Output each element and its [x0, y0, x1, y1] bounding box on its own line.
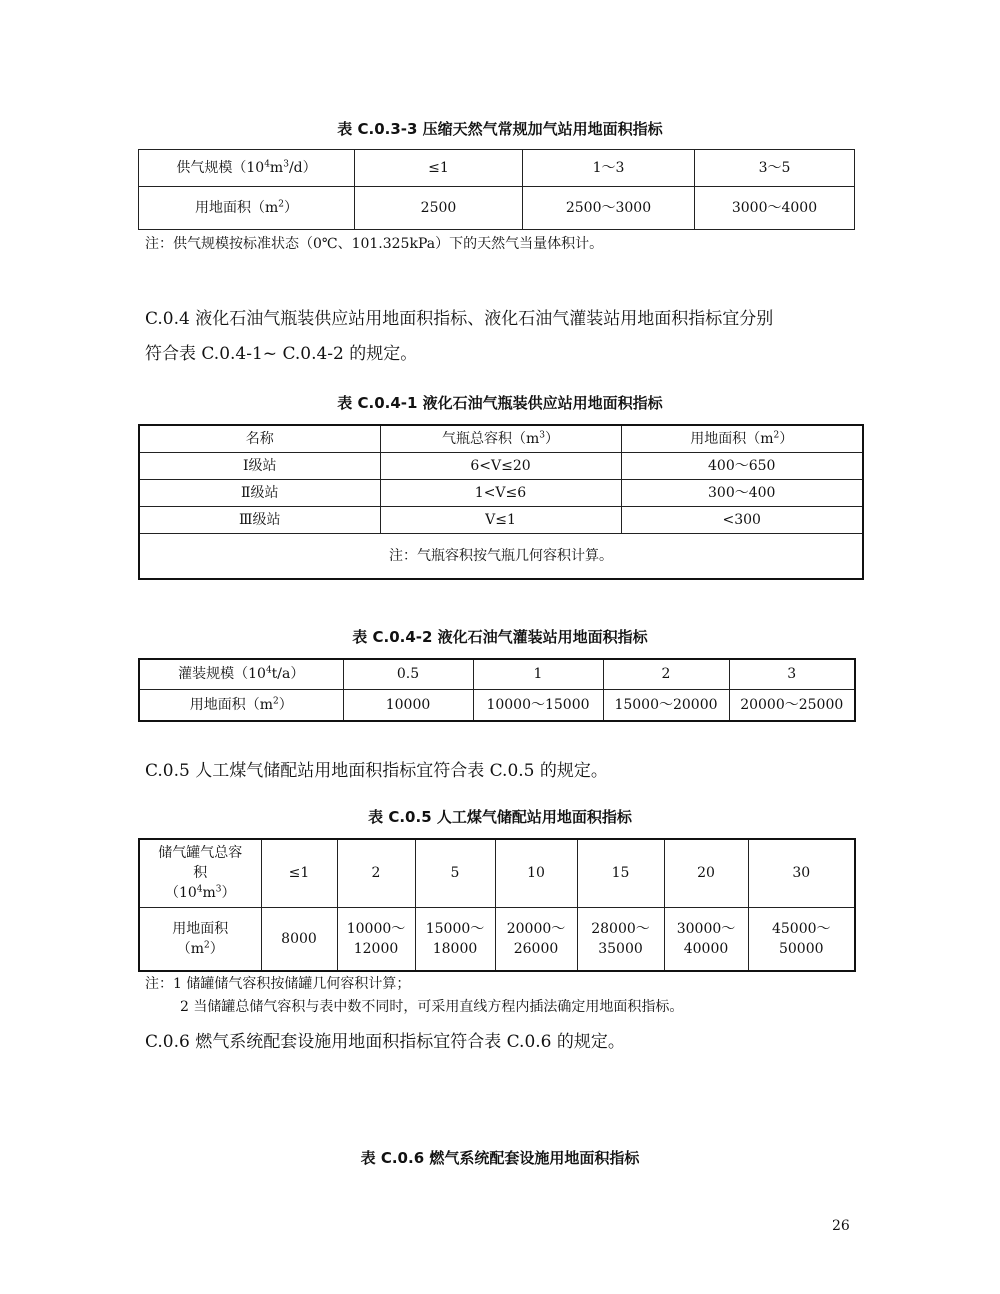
table-cell: 6<V≤20	[380, 452, 621, 479]
table-cell: 28000～ 35000	[577, 907, 664, 971]
supply-scale-header: 供气规模$(10^4m^3/d)$	[139, 150, 355, 187]
table-cell: 10000～ 12000	[337, 907, 415, 971]
table-cell: Ⅰ级站	[139, 452, 380, 479]
table-header-volume: 气瓶总容积$(m^3)$	[380, 425, 621, 452]
table-cell: 20000～ 26000	[495, 907, 577, 971]
table-cell: 1～3	[523, 150, 695, 187]
table-c033-caption: 表 C.0.3-3 压缩天然气常规加气站用地面积指标	[337, 120, 663, 138]
table-c05-note-2: 2 当储罐总储气容积与表中数不同时，可采用直线方程内插法确定用地面积指标。	[180, 999, 684, 1015]
table-cell: ≤1	[261, 839, 337, 907]
table-cell: Ⅱ级站	[139, 479, 380, 506]
table-cell: 10000～15000	[473, 689, 603, 721]
table-cell: 1	[473, 659, 603, 689]
table-c05-caption: 表 C.0.5 人工煤气储配站用地面积指标	[368, 808, 632, 826]
table-cell: V≤1	[380, 506, 621, 533]
table-cell: 300～400	[621, 479, 863, 506]
table-header-area: 用地面积$(m^2)$	[621, 425, 863, 452]
paragraph-c06: C.0.6 燃气系统配套设施用地面积指标宜符合表 C.0.6 的规定。	[145, 1032, 625, 1052]
land-area-header: 用地面积$(m^2)$	[139, 187, 355, 230]
table-cell: 2	[603, 659, 729, 689]
table-cell: 8000	[261, 907, 337, 971]
table-cell: 3000～4000	[695, 187, 855, 230]
land-area-header: 用地面积 $(m^2)$	[139, 907, 261, 971]
table-row	[139, 452, 863, 479]
table-c041-caption: 表 C.0.4-1 液化石油气瓶装供应站用地面积指标	[337, 394, 663, 412]
table-header-name: 名称	[139, 425, 380, 452]
fill-scale-header: 灌装规模$(10^4t/a)$	[139, 659, 343, 689]
table-c033	[138, 149, 855, 230]
table-cell: 20000～25000	[729, 689, 855, 721]
table-cell: 2500	[355, 187, 523, 230]
table-cell: 30000～ 40000	[664, 907, 748, 971]
table-cell: 30	[748, 839, 855, 907]
table-cell: 2500～3000	[523, 187, 695, 230]
table-c042	[138, 658, 856, 722]
table-c041	[138, 424, 864, 580]
table-cell: 15000～ 18000	[415, 907, 495, 971]
table-cell: 10000	[343, 689, 473, 721]
paragraph-c04-line1: C.0.4 液化石油气瓶装供应站用地面积指标、液化石油气灌装站用地面积指标宜分别	[145, 309, 774, 329]
table-c041-note: 注：气瓶容积按气瓶几何容积计算。	[139, 533, 863, 579]
paragraph-c05: C.0.5 人工煤气储配站用地面积指标宜符合表 C.0.5 的规定。	[145, 761, 608, 781]
table-row	[139, 506, 863, 533]
table-cell: 20	[664, 839, 748, 907]
storage-volume-header: 储气罐气总容 积 $(10^4m^3)$	[139, 839, 261, 907]
table-cell: 3	[729, 659, 855, 689]
table-cell: 400～650	[621, 452, 863, 479]
table-cell: 10	[495, 839, 577, 907]
table-c05	[138, 838, 856, 972]
table-cell: 15	[577, 839, 664, 907]
table-row	[139, 479, 863, 506]
table-c033-note: 注：供气规模按标准状态（0℃、101.325kPa）下的天然气当量体积计。	[145, 236, 604, 252]
page-number: 26	[832, 1218, 850, 1234]
table-cell: 3～5	[695, 150, 855, 187]
table-cell: Ⅲ级站	[139, 506, 380, 533]
table-cell: 1<V≤6	[380, 479, 621, 506]
table-cell: 45000～ 50000	[748, 907, 855, 971]
table-cell: 5	[415, 839, 495, 907]
table-c06-caption: 表 C.0.6 燃气系统配套设施用地面积指标	[360, 1149, 640, 1167]
table-cell: 15000～20000	[603, 689, 729, 721]
paragraph-c04-line2: 符合表 C.0.4-1~ C.0.4-2 的规定。	[145, 344, 418, 364]
table-cell: 2	[337, 839, 415, 907]
table-c042-caption: 表 C.0.4-2 液化石油气灌装站用地面积指标	[352, 628, 648, 646]
table-cell: 0.5	[343, 659, 473, 689]
land-area-header: 用地面积$(m^2)$	[139, 689, 343, 721]
table-cell: <300	[621, 506, 863, 533]
table-c05-note-1: 注：1 储罐储气容积按储罐几何容积计算；	[145, 976, 411, 992]
table-cell: ≤1	[355, 150, 523, 187]
